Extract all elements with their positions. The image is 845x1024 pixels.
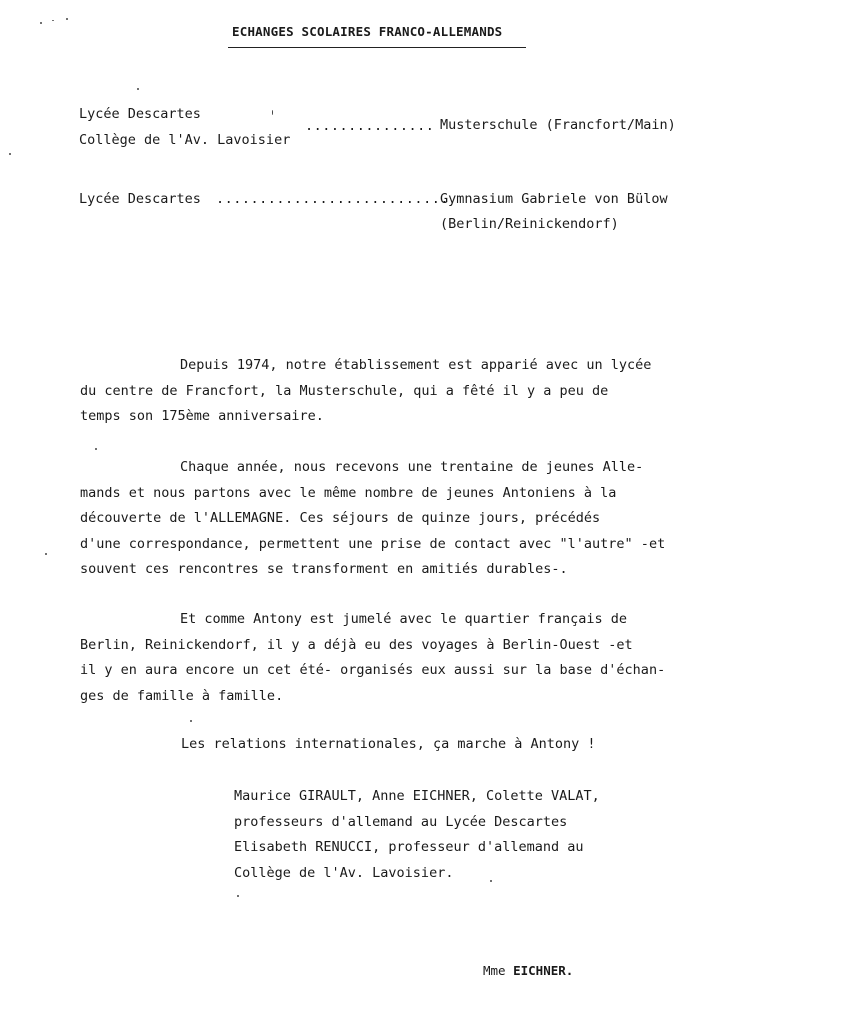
paragraph-1-line: Depuis 1974, notre établissement est apparié avec un lycée — [180, 357, 652, 373]
pairing-2-french-school: Lycée Descartes — [79, 191, 201, 207]
scan-speck — [490, 880, 492, 882]
pairing-1-leader-dots: ............... — [305, 118, 435, 134]
pairing-2-german-school: Gymnasium Gabriele von Bülow — [440, 191, 668, 207]
title-underline — [228, 47, 526, 48]
signatory-line: Maurice GIRAULT, Anne EICHNER, Colette VALAT, — [234, 788, 600, 804]
signature — [483, 963, 573, 978]
document-title: ECHANGES SCOLAIRES FRANCO-ALLEMANDS — [232, 24, 503, 39]
paragraph-2-line: d'une correspondance, permettent une prise de contact avec "l'autre" -et — [80, 535, 666, 552]
paragraph-3-line: il y en aura encore un cet été- organisés eux aussi sur la base d'échan- — [80, 662, 666, 678]
scan-speck — [9, 153, 11, 155]
paragraph-2-line: Chaque année, nous recevons une trentaine de jeunes Alle- — [180, 459, 644, 475]
paragraph-1-line: temps son 175ème anniversaire. — [80, 408, 324, 424]
signatory-line: professeurs d'allemand au Lycée Descartes — [234, 813, 568, 830]
paragraph-2-line: mands et nous partons avec le même nombre de jeunes Antoniens à la — [80, 484, 617, 501]
paragraph-3-line: Et comme Antony est jumelé avec le quartier français de — [180, 611, 628, 627]
paragraph-3-line: Berlin, Reinickendorf, il y a déjà eu des voyages à Berlin-Ouest -et — [80, 636, 633, 653]
closing-line: Les relations internationales, ça marche à Antony ! — [181, 736, 596, 752]
paragraph-2-line: souvent ces rencontres se transforment en amitiés durables-. — [80, 561, 568, 577]
paragraph-2 — [80, 455, 665, 583]
pairing-2-leader-dots: ........................... — [216, 191, 449, 207]
pairing-1-french-school: Lycée Descartes — [79, 106, 201, 122]
signatories-block — [234, 784, 600, 886]
scan-speck — [95, 448, 97, 450]
scan-speck — [45, 553, 47, 555]
scan-speck — [190, 720, 192, 722]
scan-speck — [137, 88, 139, 90]
signatory-line: Collège de l'Av. Lavoisier. — [234, 864, 454, 881]
scan-speck — [40, 22, 42, 24]
pairing-1-french-school-2: Collège de l'Av. Lavoisier — [79, 132, 291, 148]
pairing-1-german-school: Musterschule (Francfort/Main) — [440, 117, 676, 133]
paragraph-3-line: ges de famille à famille. — [80, 687, 284, 704]
paragraph-1-line: du centre de Francfort, la Musterschule, qui a fêté il y a peu de — [80, 382, 609, 399]
scan-speck — [272, 110, 273, 115]
signature-prefix: Mme — [483, 963, 506, 978]
paragraph-1 — [80, 353, 651, 430]
scan-speck — [237, 895, 239, 897]
paragraph-3 — [80, 607, 665, 709]
signatory-line: Elisabeth RENUCCI, professeur d'allemand au — [234, 839, 584, 855]
pairing-2-german-location: (Berlin/Reinickendorf) — [440, 216, 619, 232]
signature-name: EICHNER. — [513, 963, 574, 978]
paragraph-2-line: découverte de l'ALLEMAGNE. Ces séjours de quinze jours, précédés — [80, 510, 601, 526]
scan-speck — [66, 18, 68, 20]
scan-speck — [52, 20, 54, 21]
